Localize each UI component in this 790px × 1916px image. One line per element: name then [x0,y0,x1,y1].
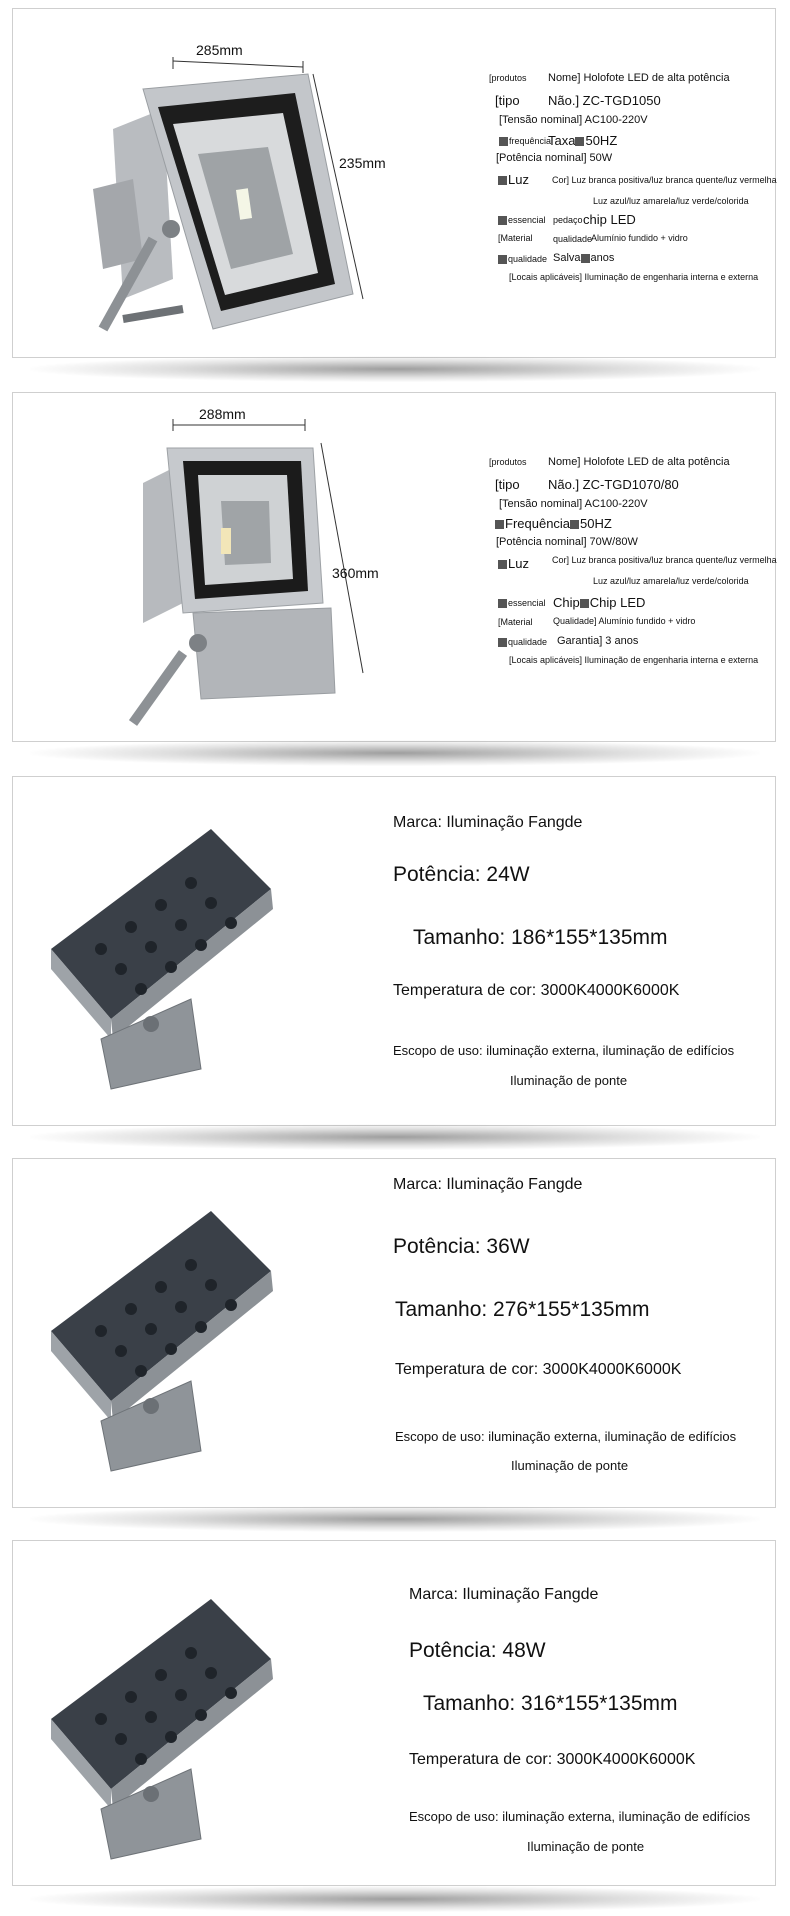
spec-value: Luz azul/luz amarela/luz verde/colorida [593,196,749,206]
square-icon [499,137,508,146]
card-shadow [30,1886,760,1912]
color-temperature-label: Temperatura de cor: 3000K4000K6000K [395,1361,682,1378]
brand-label: Marca: Iluminação Fangde [393,814,583,831]
usage-scope-label: Escopo de uso: iluminação externa, iluminação de edifícios [409,1809,751,1824]
power-label: Potência: 36W [393,1235,530,1258]
power-label: Potência: 24W [393,863,530,886]
spec-value: Não.] ZC-TGD1070/80 [548,477,679,492]
usage-scope-label: Escopo de uso: iluminação externa, iluminação de edifícios [393,1043,735,1058]
card-shadow [30,1124,760,1150]
size-label: Tamanho: 186*155*135mm [413,926,668,949]
spec-label: Luz [498,556,529,571]
square-icon [580,599,589,608]
spec-row: [Potência nominal] 50W [496,152,613,164]
spec-value: Cor] Luz branca positiva/luz branca quente/luz vermelha [552,555,777,565]
width-dimension: 285mm [196,42,243,58]
height-dimension: 235mm [339,155,386,171]
spec-value: Chip Chip LED [553,595,646,610]
power-label: Potência: 48W [409,1639,546,1662]
spec-row: [Locais aplicáveis] Iluminação de engenharia interna e externa [509,272,759,282]
square-icon [498,216,507,225]
spec-value: Luz azul/luz amarela/luz verde/colorida [593,576,749,586]
usage-scope-label-2: Iluminação de ponte [527,1839,645,1854]
spec-value: Nome] Holofote LED de alta potência [548,72,730,84]
square-icon [498,176,507,185]
spec-row: [Tensão nominal] AC100-220V [499,114,648,126]
square-icon [498,599,507,608]
spec-value: Não.] ZC-TGD1050 [548,93,661,108]
led-wall-washer-36w-image [41,1181,301,1481]
square-icon [498,560,507,569]
spec-value: Nome] Holofote LED de alta potência [548,456,730,468]
spec-value: Qualidade] Alumínio fundido + vidro [553,616,696,626]
spec-label: frequência [499,136,551,146]
led-wall-washer-24w-image [41,799,301,1099]
product-card-4 [12,1158,776,1508]
spec-label: Frequência 50HZ [495,516,612,531]
spec-label: qualidade [498,254,547,264]
product-card-1 [12,8,776,358]
width-dimension: 288mm [199,406,246,422]
spec-label: pedaço [553,215,583,225]
spec-row: [Tensão nominal] AC100-220V [499,498,648,510]
square-icon [570,520,579,529]
brand-label: Marca: Iluminação Fangde [393,1176,583,1193]
square-icon [498,638,507,647]
square-icon [575,137,584,146]
led-wall-washer-48w-image [41,1569,301,1869]
spec-label: qualidade [553,234,593,244]
spec-label: essencial [498,215,546,225]
card-shadow [30,356,760,382]
spec-value: Taxa 50HZ [548,133,618,148]
spec-label: [Material [498,617,533,627]
card-shadow [30,740,760,766]
spec-value: chip LED [583,212,636,227]
spec-value: Salva anos [553,252,615,264]
height-dimension: 360mm [332,565,379,581]
spec-label: [produtos [489,457,527,467]
spec-label: Luz [498,172,529,187]
spec-label: [Material [498,233,533,243]
spec-row: [Locais aplicáveis] Iluminação de engenharia interna e externa [509,655,759,665]
spec-label: [tipo [495,93,520,108]
size-label: Tamanho: 276*155*135mm [395,1298,650,1321]
spec-value: Alumínio fundido + vidro [591,233,688,243]
floodlight-80w-image [73,403,373,733]
card-shadow [30,1506,760,1532]
spec-row: [Potência nominal] 70W/80W [496,536,638,548]
square-icon [495,520,504,529]
spec-label: qualidade [498,637,547,647]
product-card-5 [12,1540,776,1886]
usage-scope-label-2: Iluminação de ponte [511,1458,629,1473]
spec-label: essencial [498,598,546,608]
size-label: Tamanho: 316*155*135mm [423,1692,678,1715]
square-icon [581,254,590,263]
brand-label: Marca: Iluminação Fangde [409,1586,599,1603]
spec-value: Cor] Luz branca positiva/luz branca quente/luz vermelha [552,175,777,185]
spec-label: [tipo [495,477,520,492]
product-card-3 [12,776,776,1126]
product-card-2 [12,392,776,742]
color-temperature-label: Temperatura de cor: 3000K4000K6000K [409,1751,696,1768]
spec-label: [produtos [489,73,527,83]
color-temperature-label: Temperatura de cor: 3000K4000K6000K [393,982,680,999]
square-icon [498,255,507,264]
usage-scope-label-2: Iluminação de ponte [510,1073,628,1088]
spec-value: Garantia] 3 anos [557,635,639,647]
usage-scope-label: Escopo de uso: iluminação externa, iluminação de edifícios [395,1429,737,1444]
floodlight-50w-image [73,29,373,349]
